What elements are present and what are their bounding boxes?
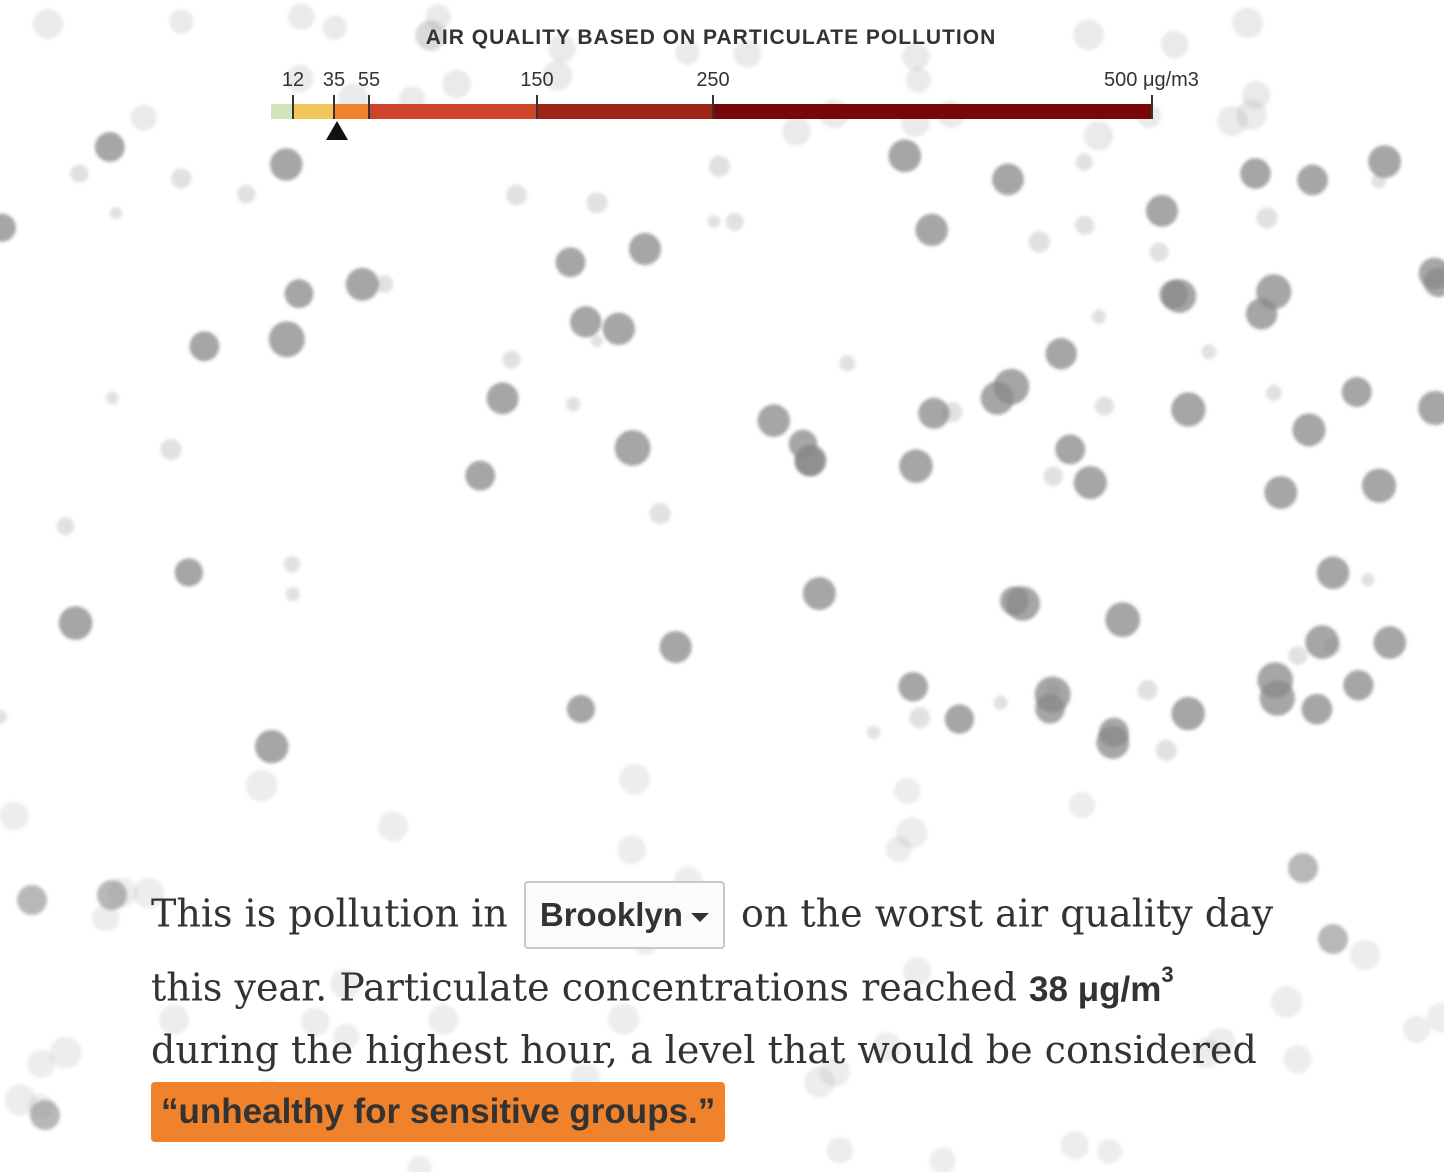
particle-dot — [502, 350, 520, 368]
particle-dot — [0, 710, 7, 724]
particle-dot — [1069, 792, 1095, 818]
particle-dot — [1092, 310, 1106, 324]
particle-dot — [1074, 466, 1107, 499]
particle-dot — [1097, 1139, 1122, 1164]
particle-dot — [1246, 298, 1277, 329]
current-level-marker-icon — [326, 121, 348, 140]
particle-dot — [255, 730, 288, 763]
particle-dot — [929, 1147, 955, 1172]
particle-dot — [70, 164, 88, 182]
particle-dot — [1201, 345, 1216, 360]
particle-dot — [1055, 434, 1085, 464]
tick-mark-150 — [536, 95, 538, 119]
particle-dot — [602, 313, 634, 345]
particle-dot — [0, 214, 16, 242]
particle-dot — [1000, 586, 1029, 615]
particle-dot — [1361, 573, 1374, 586]
particle-dot — [1171, 697, 1204, 730]
particle-dot — [615, 430, 651, 466]
particle-dot — [945, 704, 974, 733]
particle-dot — [57, 517, 75, 535]
particle-dot — [1146, 195, 1178, 227]
caption-end: during the highest hour, a level that would be considered — [151, 1027, 1257, 1072]
tick-label-150: 150 — [520, 69, 554, 91]
particle-dot — [506, 185, 527, 206]
particle-dot — [567, 695, 595, 723]
particle-dot — [1156, 739, 1177, 760]
particle-dot — [50, 1037, 82, 1069]
particle-dot — [898, 672, 928, 702]
particle-dot — [1076, 153, 1093, 170]
pollution-caption — [151, 883, 1301, 1142]
particle-dot — [110, 207, 122, 219]
particle-dot — [1105, 602, 1140, 637]
particle-dot — [1045, 338, 1076, 369]
particle-dot — [1289, 646, 1308, 665]
particle-dot — [190, 331, 220, 361]
scale-segment-good — [271, 104, 293, 119]
particle-dot — [1343, 670, 1373, 700]
particle-dot — [1305, 625, 1339, 659]
particle-dot — [839, 355, 855, 371]
particle-dot — [1043, 467, 1063, 487]
particle-dot — [59, 606, 93, 640]
particle-dot — [17, 885, 47, 915]
particle-dot — [171, 168, 191, 188]
particle-dot — [1419, 258, 1444, 289]
particle-dot — [1096, 726, 1129, 759]
particle-dot — [1373, 626, 1406, 659]
tick-label-500: 500 μg/m3 — [1104, 69, 1199, 91]
particle-dot — [909, 707, 930, 728]
particle-dot — [1149, 243, 1168, 262]
particle-dot — [993, 696, 1007, 710]
particle-dot — [106, 392, 119, 405]
particle-dot — [915, 214, 947, 246]
particle-dot — [894, 778, 920, 804]
particle-dot — [1256, 207, 1277, 228]
particle-dot — [1075, 216, 1094, 235]
particle-dot — [629, 233, 661, 265]
particle-dot — [1403, 1016, 1430, 1043]
particle-dot — [1318, 924, 1348, 954]
tick-label-35: 35 — [322, 69, 346, 91]
particle-dot — [649, 503, 670, 524]
particle-dot — [758, 404, 791, 437]
particle-dot — [1288, 853, 1318, 883]
particle-dot — [789, 430, 818, 459]
particle-dot — [918, 398, 949, 429]
particle-dot — [1350, 940, 1381, 971]
caption-intro: This is pollution in — [151, 891, 508, 936]
scale-segment-moderate — [293, 104, 334, 119]
particle-dot — [346, 268, 379, 301]
particle-dot — [1095, 397, 1114, 416]
particle-dot — [97, 880, 127, 910]
particle-dot — [246, 770, 278, 802]
particle-dot — [708, 215, 721, 228]
tick-label-55: 55 — [357, 69, 381, 91]
scale-segment-very-unhealthy — [537, 104, 713, 119]
particle-dot — [1368, 145, 1401, 178]
particle-dot — [992, 164, 1024, 196]
aqi-category-badge: “unhealthy for sensitive groups.” — [151, 1082, 725, 1142]
tick-mark-250 — [712, 95, 714, 119]
unit-label: μg/m3 — [1142, 69, 1199, 91]
particle-dot — [487, 382, 519, 414]
particle-dot — [867, 726, 880, 739]
particle-dot — [270, 148, 302, 180]
scale-title: AIR QUALITY BASED ON PARTICULATE POLLUTION — [425, 26, 997, 49]
particle-dot — [566, 397, 580, 411]
particle-dot — [1266, 385, 1282, 401]
particle-dot — [237, 185, 255, 203]
particle-dot — [1029, 231, 1050, 252]
particle-dot — [803, 577, 836, 610]
particle-dot — [1160, 280, 1188, 308]
particle-dot — [1137, 680, 1157, 700]
particle-dot — [726, 213, 744, 231]
chevron-down-icon — [691, 913, 709, 922]
particle-dot — [407, 1156, 431, 1172]
tick-mark-12 — [292, 95, 294, 119]
particle-dot — [1292, 413, 1325, 446]
particle-dot — [465, 461, 495, 491]
particle-dot — [1418, 391, 1444, 425]
particle-dot — [619, 764, 650, 795]
particle-dot — [1257, 662, 1293, 698]
particle-dot — [1362, 469, 1396, 503]
tick-mark-55 — [368, 95, 370, 119]
particle-dot — [160, 439, 181, 460]
particle-dot — [591, 335, 603, 347]
particle-dot — [1317, 557, 1350, 590]
particle-dot — [269, 321, 305, 357]
tick-label-250: 250 — [696, 69, 730, 91]
particle-dot — [993, 369, 1029, 405]
particle-dot — [30, 1100, 60, 1130]
particle-dot — [1035, 694, 1065, 724]
air-quality-scale — [0, 0, 1444, 146]
tick-mark-500 — [1151, 95, 1153, 119]
particle-dot — [1171, 392, 1205, 426]
particle-dot — [709, 156, 730, 177]
particle-dot — [1371, 174, 1386, 189]
particle-dot — [1240, 158, 1271, 189]
particle-dot — [899, 449, 933, 483]
scale-segment-unhealthy — [369, 104, 537, 119]
scale-segment-sensitive — [334, 104, 369, 119]
particle-dot — [1264, 476, 1297, 509]
particle-dot — [1342, 377, 1372, 407]
tick-mark-35 — [333, 95, 335, 119]
particle-dot — [285, 279, 314, 308]
particle-dot — [586, 192, 607, 213]
particle-dot — [284, 556, 301, 573]
particle-dot — [286, 587, 300, 601]
particle-dot — [0, 801, 28, 830]
particle-dot — [570, 306, 601, 337]
particle-dot — [617, 835, 646, 864]
pollution-value: 38 $\mu g/m^3$ — [1029, 962, 1174, 1009]
particle-dot — [1297, 165, 1328, 196]
particle-dot — [896, 817, 927, 848]
tick-label-12: 12 — [281, 69, 305, 91]
caption-middle: on the worst air quality day this year. Particulate concentrations reached — [151, 891, 1274, 1010]
location-select-value: Brooklyn — [539, 896, 683, 933]
particle-dot — [556, 247, 586, 277]
scale-segment-hazardous — [713, 104, 1153, 119]
location-select[interactable] — [524, 881, 725, 949]
particle-dot — [175, 558, 203, 586]
particle-dot — [660, 631, 692, 663]
particle-dot — [1302, 694, 1333, 725]
particle-dot — [378, 811, 408, 841]
